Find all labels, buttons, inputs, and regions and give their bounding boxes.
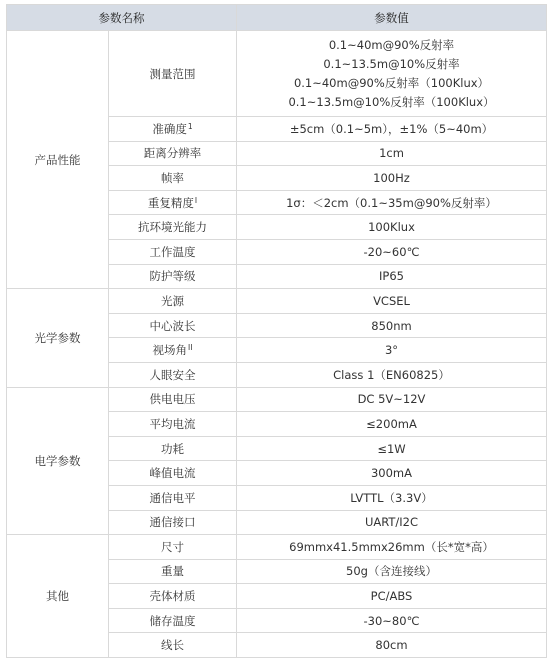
param-value-cell [237,461,547,486]
param-value-cell [237,313,547,338]
param-value: Class 1（EN60825） [333,367,450,382]
param-name-cell [109,559,237,584]
param-name-cell [109,338,237,363]
param-name-cell [109,535,237,560]
param-value: 300mA [370,466,413,481]
param-value-cell [237,436,547,461]
param-value: ≤200mA [366,416,417,431]
param-name-cell [109,510,237,535]
param-name: 储存温度 [149,613,196,628]
param-name-cell [109,633,237,658]
param-value-cell [237,190,547,215]
param-value: 0.1~13.5m@10%反射率（100Klux） [288,94,495,109]
param-name: 距离分辨率 [143,146,202,161]
param-name-cell [109,387,237,412]
param-value-cell [237,264,547,289]
param-value: 100Hz [373,170,410,185]
footnote-marker: I [194,195,198,205]
param-name-cell [109,239,237,264]
param-value-cell [237,510,547,535]
footnote-marker: II [188,343,193,353]
category-cell: 产品性能 [7,31,109,289]
param-value: 1cm [379,146,404,161]
table-row [7,387,547,412]
param-name-cell [109,190,237,215]
param-value: 80cm [375,638,408,653]
param-value: UART/I2C [364,515,419,530]
param-name: 帧率 [161,170,184,185]
param-name-cell [109,362,237,387]
param-name: 线长 [161,638,184,653]
param-value: 0.1~40m@90%反射率（100Klux） [293,75,490,90]
spec-table-body [7,31,547,658]
param-value: IP65 [379,269,404,284]
param-name: 壳体材质 [149,589,196,604]
param-value-cell [237,141,547,166]
param-value-cell [237,338,547,363]
param-name: 功耗 [161,441,184,456]
category-cell: 其他 [7,535,109,658]
param-value: DC 5V~12V [357,392,426,407]
category-cell: 光学参数 [7,289,109,387]
param-value-cell [237,31,547,117]
param-name: 视场角 [152,343,188,358]
param-name: 防护等级 [149,269,196,284]
param-name: 重量 [161,564,184,579]
param-name-cell [109,117,237,142]
param-name-cell [109,264,237,289]
header-row [7,5,547,31]
table-row [7,289,547,314]
param-value: 100Klux [368,220,415,235]
param-value-cell [237,633,547,658]
param-value: 0.1~13.5m@10%反射率 [323,56,460,71]
param-name: 光源 [161,293,184,308]
header-param-name: 参数名称 [7,5,237,31]
spec-table [6,4,547,658]
param-value: 3° [384,343,399,358]
param-value-cell [237,608,547,633]
param-value-cell [237,166,547,191]
param-name: 通信电平 [149,490,196,505]
param-name-cell [109,31,237,117]
table-row [7,535,547,560]
param-name: 抗环境光能力 [138,220,207,235]
param-name: 人眼安全 [149,367,196,382]
param-name: 峰值电流 [149,466,196,481]
footnote-marker: 1 [187,121,193,131]
param-value-cell [237,289,547,314]
param-value-cell [237,584,547,609]
param-value-cell [237,485,547,510]
param-name-cell [109,313,237,338]
param-value-cell [237,412,547,437]
param-value: 50g（含连接线） [346,564,437,579]
param-name-cell [109,436,237,461]
param-value-cell [237,239,547,264]
param-name-cell [109,166,237,191]
param-name-cell [109,215,237,240]
param-value: LVTTL（3.3V） [350,490,433,505]
param-value: ≤1W [377,441,406,456]
param-name: 工作温度 [149,244,196,259]
param-value-cell [237,117,547,142]
param-name: 平均电流 [149,416,196,431]
param-name-cell [109,584,237,609]
param-value: PC/ABS [370,589,413,604]
param-name: 准确度 [152,121,187,136]
param-name: 供电电压 [149,392,196,407]
param-value: 69mmx41.5mmx26mm（长*宽*高） [289,539,494,554]
param-value: -20~60℃ [363,244,420,259]
header-param-value: 参数值 [237,5,547,31]
param-name-cell [109,608,237,633]
param-value-cell [237,387,547,412]
param-value-cell [237,362,547,387]
param-value: 0.1~40m@90%反射率 [328,37,455,52]
param-value: -30~80℃ [363,613,420,628]
param-name-cell [109,289,237,314]
table-row [7,31,547,117]
category-cell: 电学参数 [7,387,109,535]
param-name-cell [109,461,237,486]
param-name: 重复精度 [147,195,194,210]
param-name: 中心波长 [149,318,196,333]
param-value: ±5cm（0.1~5m），±1%（5~40m） [289,121,494,136]
param-value: VCSEL [373,293,410,308]
param-value-cell [237,535,547,560]
param-name: 测量范围 [149,66,196,81]
param-name: 尺寸 [161,539,184,554]
param-value: 1σ：＜2cm（0.1~35m@90%反射率） [286,195,497,210]
param-name-cell [109,412,237,437]
param-value-cell [237,559,547,584]
param-value: 850nm [371,318,412,333]
param-name: 通信接口 [149,515,196,530]
param-name-cell [109,141,237,166]
param-value-cell [237,215,547,240]
param-name-cell [109,485,237,510]
